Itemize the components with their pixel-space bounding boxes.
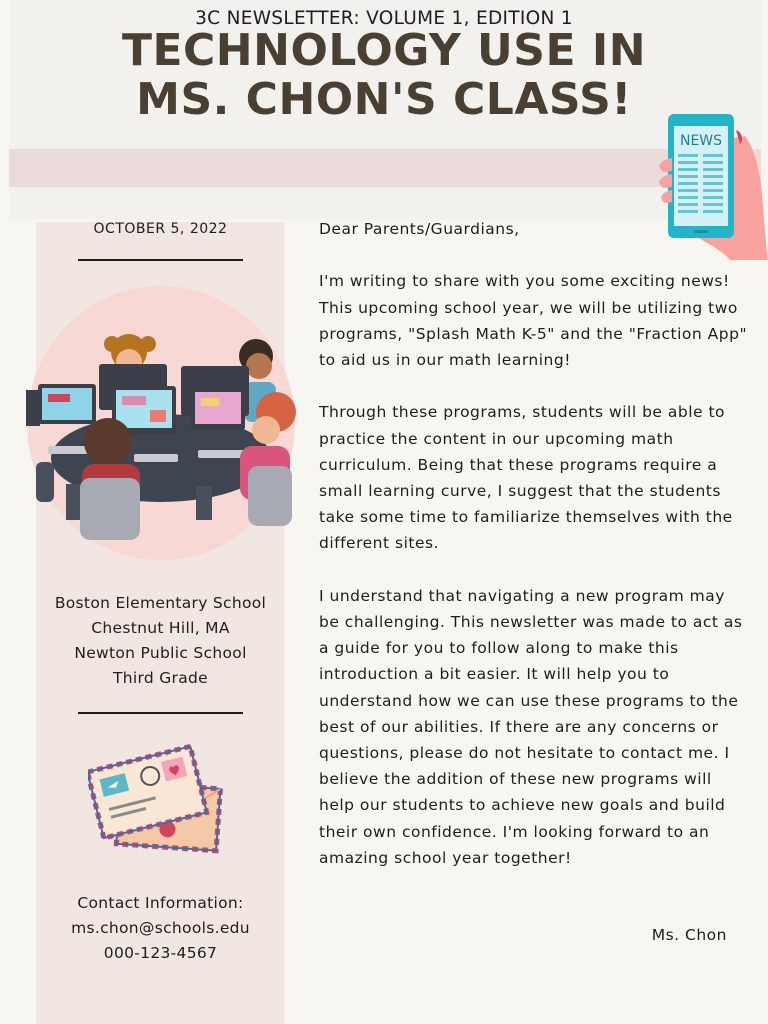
title-line-1: TECHNOLOGY USE IN	[121, 25, 647, 76]
newsletter-date: OCTOBER 5, 2022	[93, 221, 228, 237]
school-location: Chestnut Hill, MA	[91, 619, 230, 637]
newsletter-subtitle: 3C NEWSLETTER: VOLUME 1, EDITION 1	[195, 8, 573, 29]
grade-level: Third Grade	[112, 669, 209, 687]
letter-greeting: Dear Parents/Guardians,	[319, 220, 520, 238]
school-address	[36, 591, 285, 691]
envelope-icon	[88, 742, 228, 866]
letter-paragraph-2: Through these programs, students will be able to practice the content in our upcoming math curriculum. Being that these programs require a small learning curve, I suggest that the students take some time to familiarize themselves with the different sites.	[319, 403, 733, 553]
divider	[78, 712, 243, 714]
divider	[78, 259, 243, 261]
letter-paragraph-3: I understand that navigating a new program may be challenging. This newsletter was made to act as a guide for you to follow along to make this introduction a bit easier. It will help you to understand how we can use these programs to the best of our abilities. If there are any concerns or questions, please do not hesitate to contact me. I believe the addition of these new programs will help our students to achieve new goals and build their own confidence. I'm looking forward to an amazing school year together!	[319, 586, 743, 867]
contact-phone: 000-123-4567	[103, 944, 218, 962]
phone-news-label: NEWS	[679, 133, 723, 149]
letter-body	[319, 216, 749, 871]
title-line-2: MS. CHON'S CLASS!	[136, 74, 632, 125]
subtitle-band	[9, 149, 761, 187]
students-computers-illustration	[26, 286, 296, 561]
letter-signature: Ms. Chon	[651, 926, 727, 944]
contact-label: Contact Information:	[77, 894, 244, 912]
school-name: Boston Elementary School	[54, 594, 267, 612]
contact-info	[36, 891, 285, 966]
letter-paragraph-1: I'm writing to share with you some exciting news! This upcoming school year, we will be utilizing two programs, "Splash Math K-5" and the "Fraction App" to aid us in our math learning!	[319, 272, 748, 369]
school-district: Newton Public School	[74, 644, 247, 662]
contact-email[interactable]: ms.chon@schools.edu	[71, 919, 250, 937]
